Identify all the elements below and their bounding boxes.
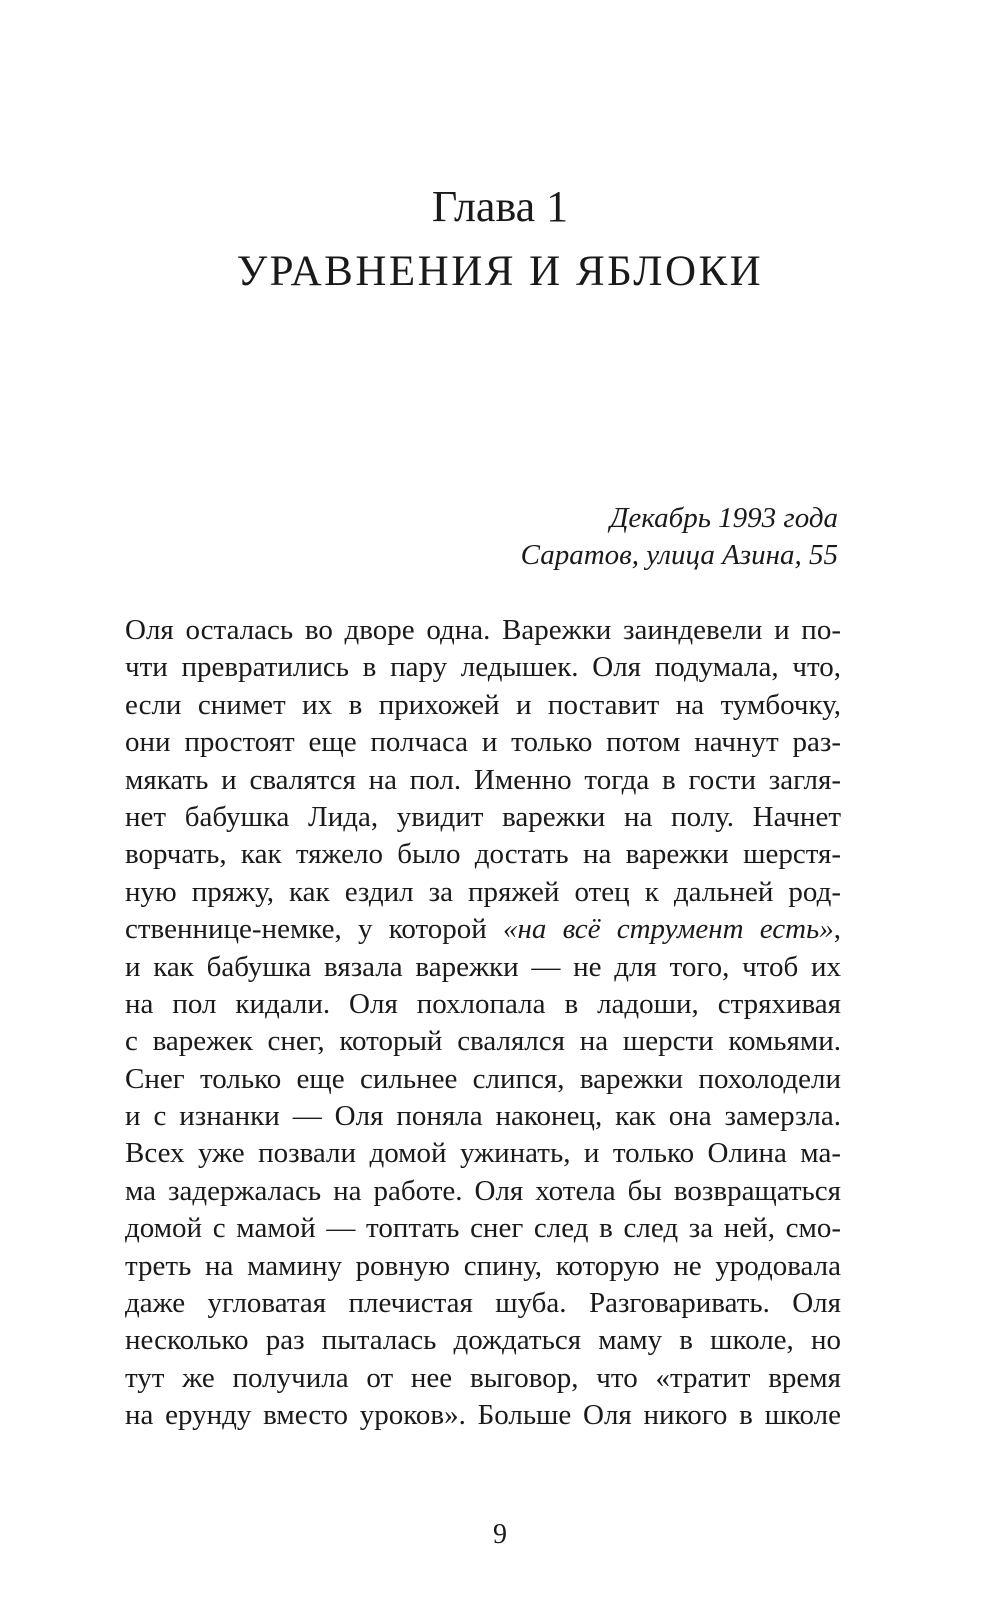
text-line: Оля осталась во дворе одна. Варежки заиндевели и по-	[125, 614, 841, 646]
text-line: несколько раз пыталась дождаться маму в школе, но	[125, 1324, 841, 1357]
page-number: 9	[493, 1519, 507, 1550]
text-segment: ственнице-немке, у которой	[125, 913, 503, 946]
text-line: нет бабушка Лида, увидит варежки на полу. Начнет	[125, 800, 841, 833]
text-line: Всех уже позвали домой ужинать, и только Олина ма-	[125, 1137, 841, 1170]
text-line: на ерунду вместо уроков». Больше Оля никого в школе	[125, 1399, 841, 1432]
text-line: тут же получила от нее выговор, что «тратит время	[125, 1361, 841, 1394]
text-line: ную пряжу, как ездил за пряжей отец к дальней род-	[125, 875, 841, 908]
text-line: Снег только еще сильнее слипся, варежки похолодели	[125, 1062, 841, 1095]
text-line: и с изнанки — Оля поняла наконец, как она замерзла.	[125, 1100, 841, 1133]
italic-quote: «на всё струмент есть»	[502, 913, 834, 946]
text-line: на пол кидали. Оля похлопала в ладоши, стряхивая	[125, 987, 841, 1020]
text-line-with-quote	[125, 911, 841, 948]
epigraph	[125, 500, 838, 574]
text-line: даже угловатая плечистая шуба. Разговаривать. Оля	[125, 1287, 841, 1320]
text-line: мякать и свалятся на пол. Именно тогда в гости загля-	[125, 763, 841, 796]
text-line: если снимет их в прихожей и поставит на тумбочку,	[125, 688, 841, 721]
text-line: ма задержалась на работе. Оля хотела бы возвращаться	[125, 1174, 841, 1207]
chapter-title: УРАВНЕНИЯ И ЯБЛОКИ	[236, 248, 764, 295]
text-line: они простоят еще полчаса и только потом начнут раз-	[125, 726, 841, 759]
epigraph-place: Саратов, улица Азина, 55	[520, 539, 838, 571]
text-line: и как бабушка вязала варежки — не для того, чтоб их	[125, 950, 841, 983]
text-line: ворчать, как тяжело было достать на варежки шерстя-	[125, 838, 841, 871]
chapter-number: Глава 1	[431, 182, 569, 231]
epigraph-date: Декабрь 1993 года	[609, 502, 838, 534]
text-line: треть на мамину ровную спину, которую не уродовала	[125, 1249, 841, 1282]
text-line: с варежек снег, который свалялся на шерсти комьями.	[125, 1025, 841, 1058]
text-segment: ,	[833, 913, 841, 946]
body-text	[125, 612, 841, 1435]
text-line: чти превратились в пару ледышек. Оля подумала, что,	[125, 651, 841, 684]
text-line: домой с мамой — топтать снег след в след за ней, смо-	[125, 1212, 841, 1245]
